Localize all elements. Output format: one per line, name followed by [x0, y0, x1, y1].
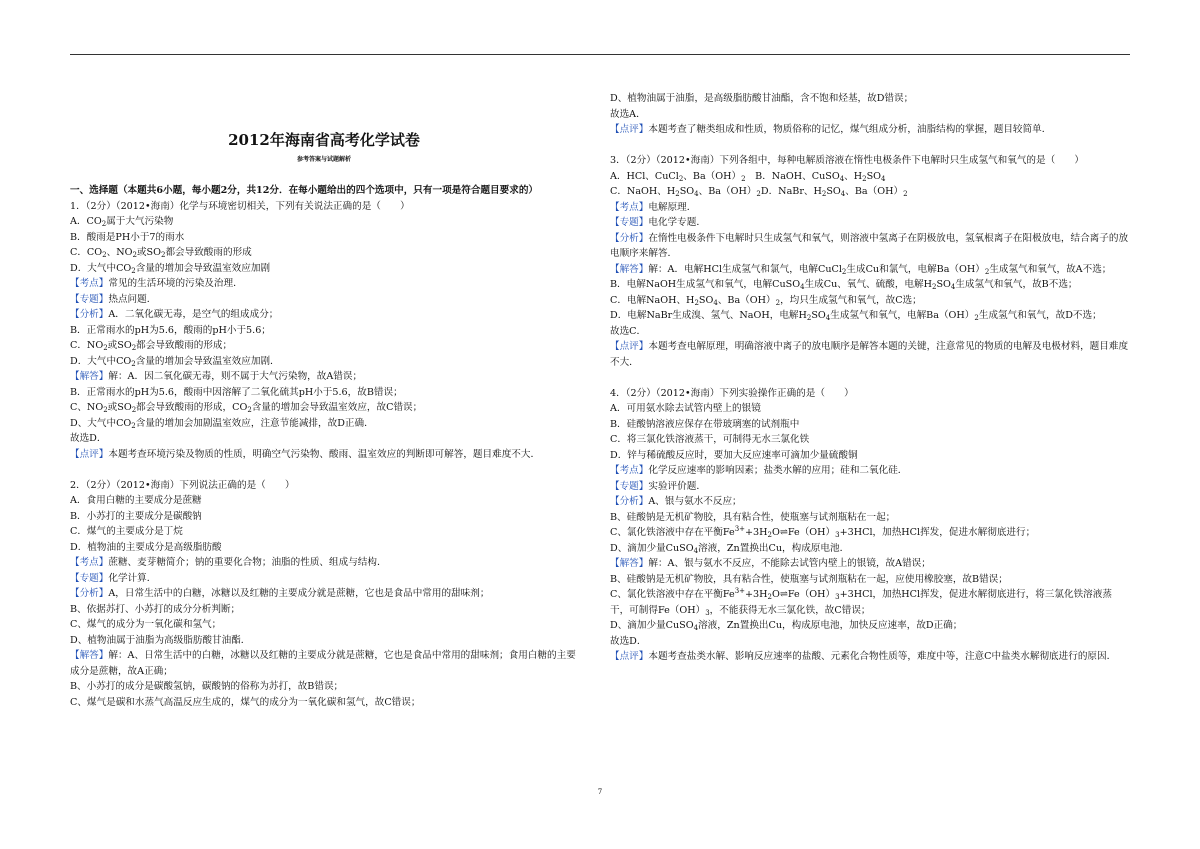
- text-line: D、滴加少量CuSO$_4$溶液，Zn置换出Cu，构成原电池，加快反应速率，故D正确；: [610, 620, 963, 632]
- analysis-tag: 【专题】: [70, 572, 109, 584]
- analysis-tag: 【分析】: [610, 232, 649, 244]
- analysis-text: 解：A．电解HCl生成氢气和氯气，电解CuCl$_2$生成Cu和氯气，电解$Ba(OH)_2$生成氢气和氧气，故A不选；: [648, 263, 1112, 276]
- question-line: 3．（2分）（2012•海南）下列各组中，每种电解质溶液在惰性电极条件下电解时只生成氢气和氧气的是（ ）: [610, 155, 1084, 166]
- text-line: B．小苏打的主要成分是碳酸钠: [70, 510, 202, 522]
- analysis-line: [70, 369, 578, 385]
- text-line: A．可用氨水除去试管内壁上的银镜: [610, 403, 761, 414]
- analysis-text: 解：A．因二氧化碳无毒，则不属于大气污染物，故A错误；: [108, 371, 363, 382]
- analysis-line: [70, 571, 578, 587]
- text-line: B．电解NaOH生成氢气和氧气，电解CuSO$_4$生成Cu、氧气、硫酸，电解$H_2SO_4$生成氢气和氧气，故B不选；: [610, 279, 1078, 291]
- analysis-tag: 【考点】: [610, 201, 649, 213]
- analysis-line: [70, 648, 578, 679]
- analysis-text: 解：A、银与氨水不反应，不能除去试管内壁上的银镜，故A错误；: [648, 558, 931, 569]
- analysis-text: 本题考查了糖类组成和性质，物质俗称的记忆，煤气组成分析，油脂结构的掌握，题目较简单．: [648, 124, 1052, 135]
- text-line: D．电解NaBr生成溴、氢气、NaOH，电解$H_2SO_4$生成氢气和氧气，电解$Ba(OH)_2$生成氢气和氧气，故D不选；: [610, 310, 1102, 322]
- text-line: 故选C．: [610, 325, 647, 337]
- analysis-text: 电化学专题．: [648, 217, 706, 228]
- text-line: C．煤气的主要成分是丁烷: [70, 526, 183, 537]
- text-line: C、氯化铁溶液中存在平衡$Fe^{3+}+3H_2O\rightleftharpoons Fe(OH)_3+3HCl$，加热HCl挥发，促进水解彻底进行，将三氯化铁溶液蒸干，可制得$Fe(OH)_3$，不能获得无水三氯化铁，故C错误；: [610, 587, 1112, 617]
- analysis-line: [610, 200, 1130, 216]
- section-heading: 一、选择题（本题共6小题，每小题2分，共12分．在每小题给出的四个选项中，只有一项是符合题目要求的）: [70, 185, 539, 196]
- page-number: 7: [597, 788, 603, 796]
- text-line: C．电解NaOH、$H_2SO_4$、$Ba(OH)_2$，均只生成氢气和氧气，故C选；: [610, 294, 922, 307]
- text-line: A．$CO_2$属于大气污染物: [70, 216, 174, 228]
- text-line: D．锌与稀硫酸反应时，要加大反应速率可滴加少量硫酸铜: [610, 449, 858, 461]
- left-column: [70, 183, 578, 710]
- text-line: B、小苏打的成分是碳酸氢钠，碳酸钠的俗称为苏打，故B错误；: [70, 681, 344, 692]
- analysis-tag: 【点评】: [610, 651, 649, 662]
- analysis-line: [70, 276, 578, 292]
- text-line: 故选A．: [610, 108, 646, 120]
- analysis-tag: 【专题】: [70, 293, 109, 305]
- text-line: B．正常雨水的pH为5.6，酸雨的pH小于5.6；: [70, 324, 271, 336]
- text-line: D、滴加少量CuSO$_4$溶液，Zn置换出Cu，构成原电池．: [610, 542, 850, 555]
- text-line: D．植物油的主要成分是高级脂肪酸: [70, 541, 222, 553]
- analysis-text: 本题考查盐类水解、影响反应速率的盐酸、元素化合物性质等，难度中等，注意C中盐类水解彻底进行的原因．: [648, 651, 1117, 662]
- analysis-line: [70, 292, 578, 308]
- text-line: C．$CO_2$、$NO_2$或$SO_2$都会导致酸雨的形成: [70, 247, 252, 259]
- analysis-text: 化学计算．: [108, 572, 157, 584]
- analysis-tag: 【解答】: [70, 371, 109, 382]
- analysis-text: A、银与氨水不反应；: [648, 496, 742, 507]
- analysis-line: [70, 555, 578, 571]
- question-line: 1．（2分）（2012•海南）化学与环境密切相关，下列有关说法正确的是（ ）: [70, 200, 410, 212]
- analysis-line: [610, 649, 1130, 665]
- analysis-line: [610, 339, 1130, 370]
- text-line: C．将三氯化铁溶液蒸干，可制得无水三氯化铁: [610, 434, 810, 445]
- analysis-text: 解：A、日常生活中的白糖，冰糖以及红糖的主要成分就是蔗糖，它也是食品中常用的甜味剂；食用白糖的主要成分是蔗糖，故A正确；: [70, 650, 576, 677]
- analysis-line: [610, 262, 1130, 278]
- text-line: C、煤气的成分为一氧化碳和氢气；: [70, 619, 222, 630]
- text-line: D、植物油属于油脂为高级脂肪酸甘油酯．: [70, 634, 251, 646]
- analysis-text: 本题考查环境污染及物质的性质，明确空气污染物、酸雨、温室效应的判断即可解答，题目难度不大．: [108, 448, 541, 460]
- analysis-tag: 【考点】: [70, 557, 109, 568]
- document-title: 2012年海南省高考化学试卷: [228, 131, 420, 149]
- analysis-tag: 【专题】: [610, 480, 649, 492]
- analysis-line: [70, 447, 578, 463]
- text-line: 故选D．: [70, 433, 107, 444]
- document-subtitle: 参考答案与试题解析: [296, 156, 351, 163]
- analysis-tag: 【点评】: [610, 341, 649, 352]
- analysis-line: [70, 307, 578, 323]
- analysis-line: [610, 556, 1130, 572]
- analysis-tag: 【分析】: [70, 588, 109, 599]
- analysis-tag: 【考点】: [610, 465, 649, 476]
- text-line: C、氯化铁溶液中存在平衡$Fe^{3+}+3H_2O\rightleftharpoons Fe(OH)_3+3HCl$，加热HCl挥发，促进水解彻底进行；: [610, 525, 1036, 539]
- analysis-text: A，日常生活中的白糖，冰糖以及红糖的主要成分就是蔗糖，它也是食品中常用的甜味剂；: [108, 588, 490, 599]
- analysis-text: 化学反应速率的影响因素；盐类水解的应用；硅和二氧化硅．: [648, 465, 908, 476]
- analysis-tag: 【分析】: [70, 309, 109, 320]
- question-line: 2．（2分）（2012•海南）下列说法正确的是（ ）: [70, 479, 295, 491]
- analysis-tag: 【解答】: [610, 263, 649, 275]
- analysis-line: [610, 479, 1130, 495]
- question-line: 4．（2分）（2012•海南）下列实验操作正确的是（ ）: [610, 387, 854, 399]
- analysis-text: 常见的生活环境的污染及治理．: [108, 278, 243, 289]
- text-line: C、煤气是碳和水蒸气高温反应生成的，煤气的成分为一氧化碳和氢气，故C错误；: [70, 696, 421, 708]
- analysis-line: [610, 122, 1130, 138]
- text-line: D．大气中$CO_2$含量的增加会导致温室效应加剧: [70, 262, 271, 275]
- analysis-line: [610, 215, 1130, 231]
- text-line: B．酸雨是PH小于7的雨水: [70, 231, 185, 243]
- analysis-text: 热点问题．: [108, 293, 157, 305]
- analysis-tag: 【专题】: [610, 217, 649, 228]
- text-line: B、依据苏打、小苏打的成分分析判断；: [70, 603, 241, 615]
- text-line: C．NaOH、$H_2SO_4$、$Ba(OH)_2D$．NaBr、$H_2SO_4$、$Ba(OH)_2$: [610, 186, 908, 198]
- text-line: C、$NO_2$或$SO_2$都会导致酸雨的形成，$CO_2$含量的增加会导致温室效应，故C错误；: [70, 402, 423, 414]
- analysis-text: 实验评价题．: [648, 480, 706, 492]
- spacer: [610, 138, 1130, 154]
- analysis-tag: 【考点】: [70, 278, 109, 289]
- analysis-text: A．二氧化碳无毒，是空气的组成成分；: [108, 309, 279, 320]
- text-line: B、硅酸钠是无机矿物胶，具有粘合性，使瓶塞与试剂瓶粘在一起；: [610, 511, 896, 523]
- analysis-line: [610, 463, 1130, 479]
- text-line: B．正常雨水的pH为5.6，酸雨中因溶解了二氧化硫其pH小于5.6，故B错误；: [70, 386, 403, 398]
- analysis-text: 在惰性电极条件下电解时只生成氢气和氧气，则溶液中氢离子在阴极放电，氢氧根离子在阳极放电，结合离子的放电顺序来解答．: [610, 232, 1129, 259]
- analysis-tag: 【解答】: [70, 650, 109, 661]
- text-line: D、大气中$CO_2$含量的增加会加剧温室效应，注意节能减排，故D正确．: [70, 417, 374, 430]
- analysis-line: [70, 586, 578, 602]
- text-line: B．硅酸钠溶液应保存在带玻璃塞的试剂瓶中: [610, 418, 800, 430]
- analysis-tag: 【点评】: [610, 124, 649, 135]
- spacer: [70, 462, 578, 478]
- analysis-text: 蔗糖、麦芽糖简介；钠的重要化合物；油脂的性质、组成与结构．: [108, 557, 387, 568]
- analysis-text: 本题考查电解原理，明确溶液中离子的放电顺序是解答本题的关键，注意常见的物质的电解及电极材料，题目难度不大．: [610, 341, 1129, 368]
- text-line: D、植物油属于油脂，是高级脂肪酸甘油酯，含不饱和烃基，故D错误；: [610, 93, 914, 104]
- header-rule: [70, 54, 1130, 55]
- analysis-tag: 【解答】: [610, 558, 649, 569]
- text-line: A．食用白糖的主要成分是蔗糖: [70, 495, 202, 506]
- text-line: D．大气中$CO_2$含量的增加会导致温室效应加剧．: [70, 355, 280, 368]
- analysis-line: [610, 494, 1130, 510]
- text-line: C．$NO_2$或$SO_2$都会导致酸雨的形成；: [70, 340, 233, 352]
- text-line: A．HCl、CuCl$_2$、$Ba(OH)_2$ B．NaOH、CuSO$_4$、$H_2SO_4$: [610, 170, 886, 183]
- text-line: 故选D．: [610, 635, 647, 647]
- analysis-tag: 【点评】: [70, 448, 109, 460]
- text-line: B、硅酸钠是无机矿物胶，具有粘合性，使瓶塞与试剂瓶粘在一起，应使用橡胶塞，故B错误；: [610, 573, 1008, 585]
- analysis-line: [610, 231, 1130, 262]
- analysis-tag: 【分析】: [610, 496, 649, 507]
- spacer: [610, 370, 1130, 386]
- analysis-text: 电解原理．: [648, 201, 697, 213]
- right-column: [610, 91, 1130, 665]
